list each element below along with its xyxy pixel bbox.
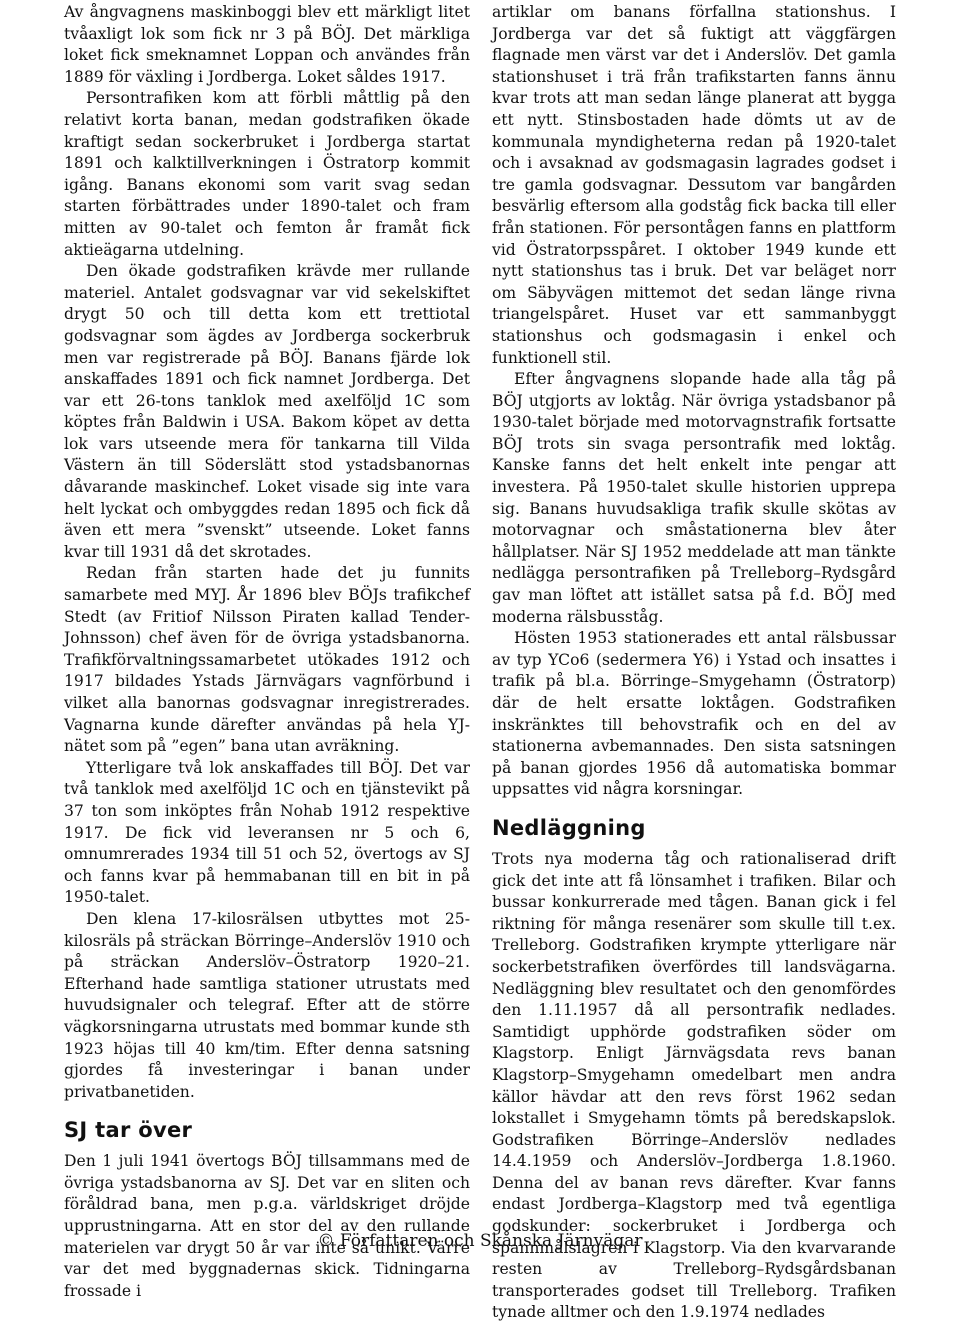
left-paragraph-3: Den ökade godstrafiken krävde mer rullande materiel. Antalet godsvagnar var vid sekelskiftet drygt 50 och till detta kom ett trettiotal godsvagnar som ägdes av Jordberga sockerbruk men var registrerade på BÖJ. Banans fjärde lok anskaffades 1891 och fick namnet Jordberga. Det var ett 26-tons tanklok med axelföljd 1C som köptes från Baldwin i USA. Bakom köpet av detta lok vars utseende mera för tankarna till Vilda Västern än till Söderslätt stod ystadsbanornas dåvarande maskinchef. Loket visade sig inte vara helt lyckat och ombyggdes redan 1895 och fick då även ett mera ”svenskt” utseende. Loket fanns kvar till 1931 då det skrotades.	[64, 262, 470, 561]
left-paragraph-5: Ytterligare två lok anskaffades till BÖJ. Det var två tanklok med axelföljd 1C och en tjänstevikt på 37 ton som inköptes från Nohab 1912 respektive 1917. De fick vid leveransen nr 5 och 6, omnumrerades 1934 till 51 och 52, övertogs av SJ och fanns kvar på hemmabanan till en bit in på 1950-talet.	[64, 758, 470, 907]
page-footer: © Författaren och Skånska Järnvägar	[317, 1231, 643, 1251]
section-heading-nedlaggning: Nedläggning	[492, 815, 646, 840]
left-paragraph-2: Persontrafiken kom att förbli måttlig på den relativt korta banan, medan godstrafiken ökade kraftigt sedan sockerbruket i Jordberga startat 1891 och kalktillverkningen i Östratorp kommit igång. Banans ekonomi som varit svag sedan starten förbättrades under 1890-talet och fram mitten av 90-talet och femton år framåt fick aktieägarna utdelning.	[64, 89, 470, 259]
left-column	[64, 2, 470, 1302]
left-paragraph-4: Redan från starten hade det ju funnits samarbete med MYJ. År 1896 blev BÖJs trafikchef Stedt (av Fritiof Nilsson Piraten kallad Tender-Johnsson) chef även för de övriga ystadsbanorna. Trafikförvaltningssamarbetet utökades 1912 och 1917 bildades Ystads Järnvägars vagnförbund i vilket alla banornas godsvagnar inregistrerades. Vagnarna kunde därefter användas på hela YJ-nätet som på ”egen” bana utan avräkning.	[64, 564, 470, 756]
right-paragraph-1: artiklar om banans förfallna stationshus. I Jordberga var det så fuktigt att väggfärgen flagnade men värst var det i Anderslöv. Det gamla stationshuset i trä från trafikstarten fanns ännu kvar trots att man sedan länge planerat att bygga ett nytt. Stinsbostaden hade dömts ut av de kommunala myndigheterna redan på 1920-talet och i avsaknad av godsmagasin lagrades godset i tre gamla godsvagnar. Dessutom var bangården besvärlig eftersom alla godståg fick backa till eller från stationen. För persontågen fanns en plattform vid Östratorpsspåret. I oktober 1949 kunde ett nytt stationshus tas i bruk. Det var beläget norr om Säbyvägen mittemot det sedan länge rivna triangelspåret. Huset var ett sammanbyggt stationshus och godsmagasin i enkel och funktionell stil.	[492, 3, 896, 367]
right-paragraph-2: Efter ångvagnens slopande hade alla tåg på BÖJ utgjorts av loktåg. När övriga ystadsbanor på 1930-talet började med motorvagnstrafik fortsatte BÖJ trots sin svaga persontrafik med loktåg. Kanske fanns det helt enkelt inte pengar att investera. På 1950-talet skulle historien upprepa sig. Banans huvudsakliga trafik skulle skötas av motorvagnar och småstationerna blev åter hållplatser. När SJ 1952 meddelade att man tänkte nedlägga persontrafiken på Trelleborg–Rydsgård gav man löftet att istället satsa på f.d. BÖJ med moderna rälsbusståg.	[492, 370, 896, 626]
section-heading-sj-tar-over: SJ tar över	[64, 1118, 193, 1143]
left-paragraph-6: Den klena 17-kilosrälsen utbyttes mot 25-kilosräls på sträckan Börringe–Anderslöv 1910 och på sträckan Anderslöv–Östratorp 1920–21. Efterhand hade samtliga stationer utrustats med huvudsignaler och telegraf. Efter att de större vägkorsningarna utrustats med bommar kunde sth 1923 höjas till 40 km/tim. Efter denna satsning gjordes få investeringar i banan under privatbanetiden.	[64, 909, 470, 1101]
right-paragraph-3: Hösten 1953 stationerades ett antal rälsbussar av typ YCo6 (sedermera Y6) i Ystad och insattes i trafik på bl.a. Börringe–Smygehamn (Östratorp) där de helt ersatte loktågen. Godstrafiken inskränktes till behovstrafik och en del av stationerna avbemannades. Den sista satsningen på banan gjordes 1956 då automatiska bommar uppsattes vid några korsningar.	[492, 629, 896, 799]
right-column	[492, 2, 896, 1324]
left-paragraph-7: Den 1 juli 1941 övertogs BÖJ tillsammans med de övriga ystadsbanorna av SJ. Det var en sliten och föråldrad bana, men p.g.a. världskriget dröjde upprustningarna. Att en stor del av den rullande materielen var drygt 50 år var inte så unikt. Värre var det med byggnadernas skick. Tidningarna frossade i	[64, 1152, 470, 1300]
right-paragraph-4: Trots nya moderna tåg och rationaliserad drift gick det inte att få lönsamhet i trafiken. Bilar och bussar konkurrerade med tågen. Banan gick i fel riktning för många resenärer som skulle till t.ex. Trelleborg. Godstrafiken krympte ytterligare när sockerbetstrafiken överfördes till landsvägarna. Nedläggning blev resultatet och den genomfördes den 1.11.1957 då all persontrafik nedlades. Samtidigt upphörde godstrafiken söder om Klagstorp. Enligt Järnvägsdata revs banan Klagstorp–Smygehamn omedelbart men andra källor hävdar att den revs först 1962 sedan lokstallet i Smygehamn tömts på beredskapslok. Godstrafiken Börringe–Anderslöv nedlades 14.4.1959 och Anderslöv–Jordberga 1.8.1960. Denna del av banan revs därefter. Kvar fanns endast Jordberga–Klagstorp med två egentliga godskunder: sockerbruket i Jordberga och spannmålslagren i Klagstorp. Via den kvarvarande resten av Trelleborg–Rydsgårdsbanan transporterades godset till Trelleborg. Trafiken tynade alltmer och den 1.9.1974 nedlades	[492, 849, 896, 1322]
left-paragraph-1: Av ångvagnens maskinboggi blev ett märkligt litet tvåaxligt lok som fick nr 3 på BÖJ. Det märkliga loket fick smeknamnet Loppan och användes från 1889 för växling i Jordberga. Loket såldes 1917.	[64, 3, 470, 86]
